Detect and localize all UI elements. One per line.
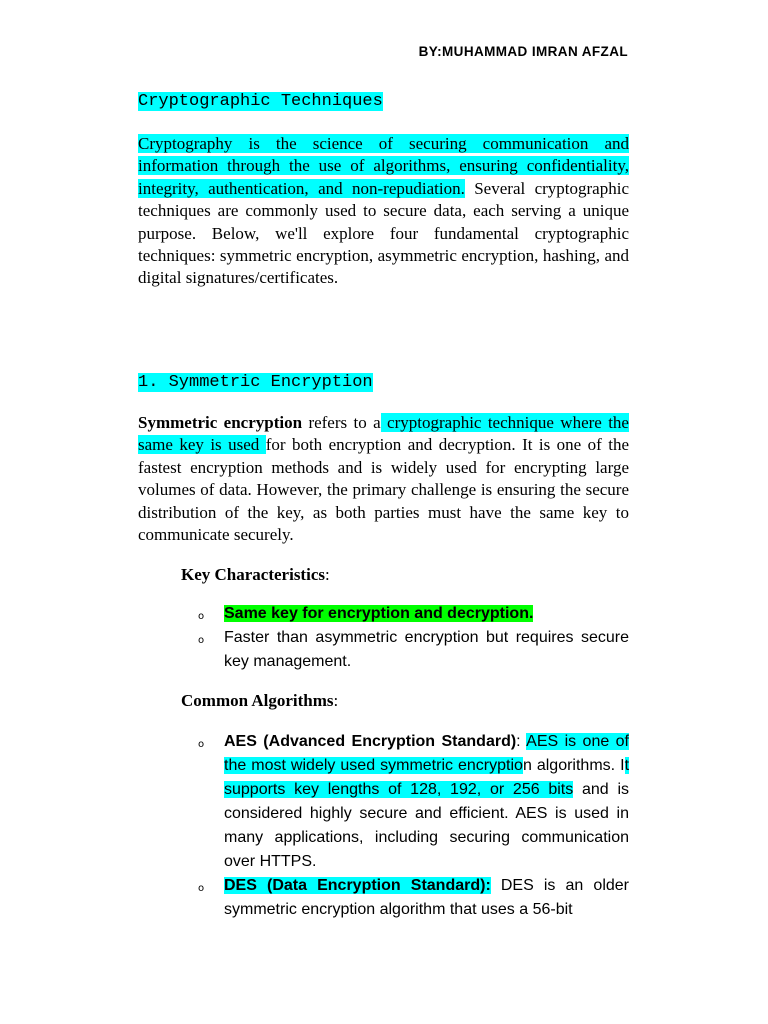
- common-algorithms-heading: [181, 690, 338, 712]
- bullet-icon: o: [198, 635, 205, 646]
- intro-paragraph: [138, 133, 629, 290]
- algorithms-list: [198, 730, 629, 922]
- list-item: [198, 874, 629, 922]
- key-characteristics-heading: [181, 564, 330, 586]
- common-algorithms-label: Common Algorithms: [181, 691, 334, 710]
- bullet-icon: o: [198, 883, 205, 894]
- author-line: BY:MUHAMMAD IMRAN AFZAL: [418, 44, 628, 59]
- aes-sep: :: [516, 733, 527, 750]
- page-title: [138, 89, 383, 115]
- bullet-icon: o: [198, 611, 205, 622]
- aes-name: AES (Advanced Encryption Standard): [224, 733, 517, 750]
- key-characteristics-label: Key Characteristics: [181, 565, 325, 584]
- des-name-text: DES (Data Encryption Standard): [224, 877, 486, 894]
- des-text: DES is an older symmetric encryption algorithm that uses a 56-bit: [224, 877, 630, 918]
- common-algorithms-colon: :: [333, 691, 339, 710]
- aes-highlight-1: AES is one of the most widely used symmetric encryptio: [224, 733, 630, 774]
- list-item: [198, 602, 629, 626]
- des-name: [224, 877, 491, 894]
- aes-highlight-2: t supports key lengths of 128, 192, or 256 bits: [224, 757, 630, 798]
- symmetric-highlight: cryptographic technique where the same key is used: [138, 413, 629, 455]
- symmetric-paragraph: [138, 412, 629, 546]
- key-characteristics-colon: :: [324, 565, 330, 584]
- list-item: [198, 626, 629, 674]
- aes-text-1: n algorithms. I: [522, 757, 625, 774]
- aes-text-2: and is considered highly secure and efficient. AES is used in many applications, including securing communication over HTTPS.: [224, 781, 630, 870]
- list-item: [198, 730, 629, 874]
- symmetric-term: Symmetric encryption: [138, 413, 303, 432]
- intro-text: Several cryptographic techniques are commonly used to secure data, each serving a unique purpose. Below, we'll explore four fundamental cryptographic techniques: symmetric encryption, asymmetric encryption, hashing, and digital signatures/certificates.: [138, 178, 629, 288]
- characteristic-2: Faster than asymmetric encryption but requires secure key management.: [224, 629, 629, 670]
- intro-highlighted-text: Cryptography is the science of securing communication and information through the use of algorithms, ensuring confidentiality, integrity, authentication, and non-repudiation.: [138, 134, 629, 198]
- section-heading-symmetric: [138, 371, 373, 395]
- characteristics-list: [198, 602, 629, 674]
- characteristic-1: Same key for encryption and decryption.: [224, 605, 534, 622]
- des-sep: :: [485, 877, 491, 894]
- symmetric-text-b: for both encryption and decryption. It is one of the fastest encryption methods and is widely used for encrypting large volumes of data. However, the primary challenge is ensuring the secure distribution of the key, as both parties must have the same key to communicate securely.: [138, 435, 630, 545]
- bullet-icon: o: [198, 739, 205, 750]
- title-text: Cryptographic Techniques: [138, 92, 383, 111]
- section-heading-text: 1. Symmetric Encryption: [138, 373, 373, 392]
- symmetric-text-a: refers to a: [302, 413, 381, 432]
